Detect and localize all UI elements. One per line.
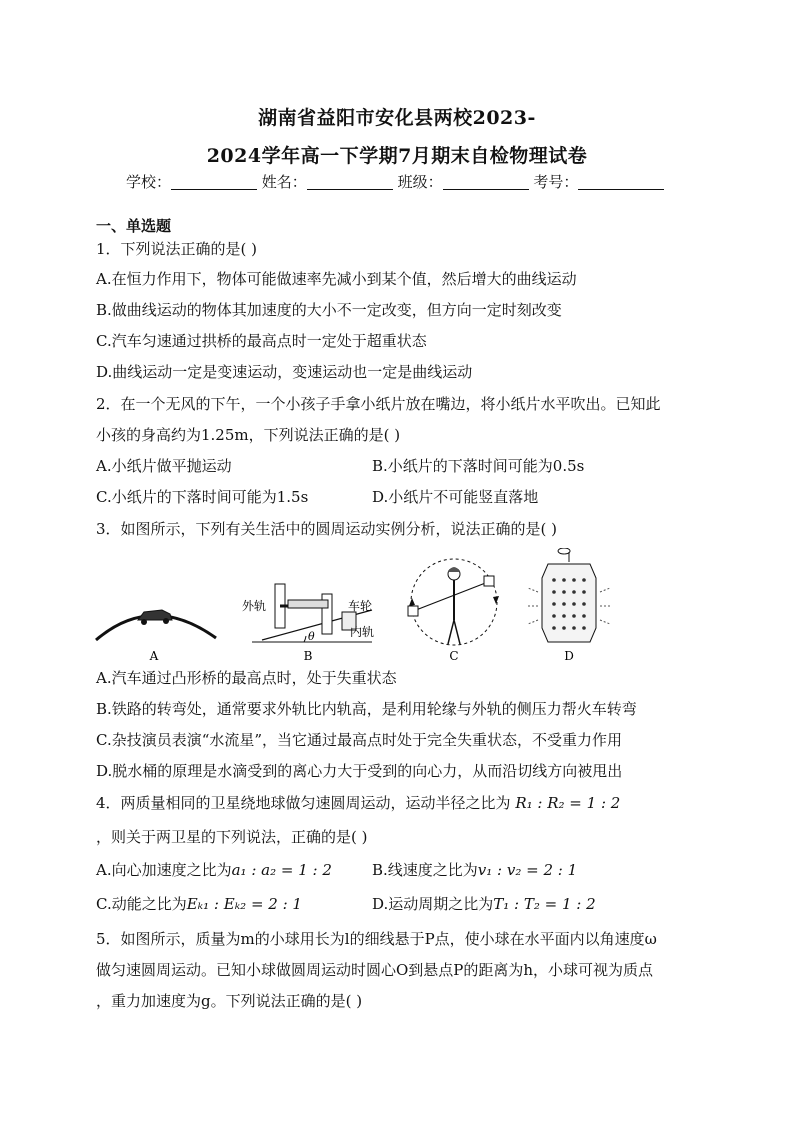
q2-option-d: D.小纸片不可能竖直落地 xyxy=(372,488,539,506)
q4-radius-ratio: R₁ : R₂ = 1 : 2 xyxy=(515,794,621,812)
class-label: 班级： xyxy=(397,173,443,191)
figure-d-spin-dryer xyxy=(526,548,611,663)
q3-option-d: D.脱水桶的原理是水滴受到的离心力大于受到的向心力，从而沿切线方向被甩出 xyxy=(96,762,623,780)
q5-stem-line1: 5．如图所示，质量为m的小球用长为l的细线悬于P点，使小球在水平面内以角速度ω xyxy=(96,930,657,948)
section-heading: 一、单选题 xyxy=(96,217,172,235)
q2-option-b: B.小纸片的下落时间可能为0.5s xyxy=(372,457,585,475)
q1-option-a: A.在恒力作用下，物体可能做速率先减小到某个值，然后增大的曲线运动 xyxy=(96,270,577,288)
q3-stem: 3．如图所示，下列有关生活中的圆周运动实例分析，说法正确的是( ) xyxy=(96,520,558,538)
q4-option-a-expr: a₁ : a₂ = 1 : 2 xyxy=(231,861,332,879)
figure-label-a: A xyxy=(149,649,159,663)
q3-figure xyxy=(92,548,612,666)
inner-rail-label: 内轨 xyxy=(350,625,375,639)
school-label: 学校： xyxy=(126,173,172,191)
q4-option-b-text: B.线速度之比为 xyxy=(372,861,478,879)
title-line-2: 2024学年高一下学期7月期末自检物理试卷 xyxy=(206,145,588,167)
q2-stem-line2: 小孩的身高约为1.25m，下列说法正确的是( ) xyxy=(96,426,401,444)
q1-option-c: C.汽车匀速通过拱桥的最高点时一定处于超重状态 xyxy=(96,332,427,350)
name-label: 姓名： xyxy=(261,173,307,191)
figure-label-c: C xyxy=(449,649,459,663)
q4-stem-line1 xyxy=(96,792,620,814)
exam-number-label: 考号： xyxy=(533,173,579,191)
q1-stem: 1．下列说法正确的是( ) xyxy=(96,240,258,258)
figure-label-d: D xyxy=(564,649,574,663)
theta-label: θ xyxy=(308,630,315,643)
figure-a-bridge xyxy=(96,610,216,663)
q4-option-d-expr: T₁ : T₂ = 1 : 2 xyxy=(493,895,596,913)
q2-option-a: A.小纸片做平抛运动 xyxy=(96,457,232,475)
q1-option-b: B.做曲线运动的物体其加速度的大小不一定改变，但方向一定时刻改变 xyxy=(96,301,562,319)
name-blank[interactable] xyxy=(307,175,393,190)
q3-option-a: A.汽车通过凸形桥的最高点时，处于失重状态 xyxy=(96,669,397,687)
q2-option-c: C.小纸片的下落时间可能为1.5s xyxy=(96,488,309,506)
q4-option-a xyxy=(96,859,332,881)
exam-number-blank[interactable] xyxy=(578,175,664,190)
q4-option-c-expr: Eₖ₁ : Eₖ₂ = 2 : 1 xyxy=(186,895,302,913)
outer-rail-label: 外轨 xyxy=(242,599,267,613)
q5-stem-line2: 做匀速圆周运动。已知小球做圆周运动时圆心O到悬点P的距离为h，小球可视为质点 xyxy=(96,961,654,979)
figure-label-b: B xyxy=(303,649,313,663)
q4-option-a-text: A.向心加速度之比为 xyxy=(96,861,232,879)
q4-option-b-expr: v₁ : v₂ = 2 : 1 xyxy=(477,861,578,879)
q2-stem-line1: 2．在一个无风的下午，一个小孩子手拿小纸片放在嘴边，将小纸片水平吹出。已知此 xyxy=(96,395,661,413)
q5-stem-line3: ，重力加速度为g。下列说法正确的是( ) xyxy=(96,992,363,1010)
q3-option-c: C.杂技演员表演“水流星”，当它通过最高点时处于完全失重状态，不受重力作用 xyxy=(96,731,623,749)
wheel-label: 车轮 xyxy=(348,599,373,613)
q4-option-d-text: D.运动周期之比为 xyxy=(372,895,494,913)
student-info-line xyxy=(126,171,664,192)
figure-c-water-meteor xyxy=(408,559,499,663)
school-blank[interactable] xyxy=(171,175,257,190)
q4-option-b xyxy=(372,859,577,881)
q4-option-d xyxy=(372,893,596,915)
q4-stem-text: 4．两质量相同的卫星绕地球做匀速圆周运动，运动半径之比为 xyxy=(96,794,511,812)
class-blank[interactable] xyxy=(443,175,529,190)
q1-option-d: D.曲线运动一定是变速运动，变速运动也一定是曲线运动 xyxy=(96,363,473,381)
q4-option-c-text: C.动能之比为 xyxy=(96,895,187,913)
title-line-1: 湖南省益阳市安化县两校2023- xyxy=(258,107,536,129)
q4-stem-line2: ，则关于两卫星的下列说法，正确的是( ) xyxy=(96,828,368,846)
q3-option-b: B.铁路的转弯处，通常要求外轨比内轨高，是利用轮缘与外轨的侧压力帮火车转弯 xyxy=(96,700,637,718)
q4-option-c xyxy=(96,893,302,915)
figure-b-railway xyxy=(242,584,374,663)
